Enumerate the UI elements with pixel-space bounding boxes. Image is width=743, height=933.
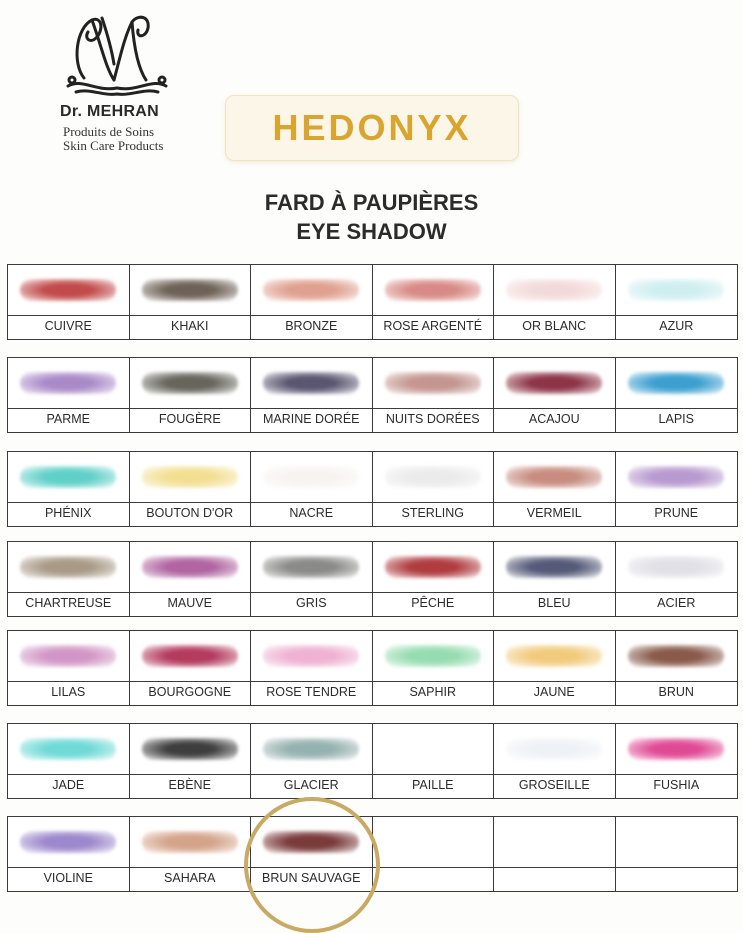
color-swatch [373, 817, 494, 868]
swatch-cell [8, 724, 130, 798]
shadow-stroke [20, 556, 116, 578]
shade-name: ACIER [657, 596, 696, 610]
shade-name: PARME [46, 412, 91, 426]
swatch-cell [494, 542, 616, 616]
shade-name: CHARTREUSE [25, 596, 112, 610]
swatch-row [7, 451, 738, 527]
shadow-stroke [628, 466, 724, 488]
swatch-cell [8, 358, 130, 432]
shadow-stroke [628, 645, 724, 667]
shadow-stroke [142, 738, 238, 760]
swatch-cell [616, 817, 738, 891]
color-swatch [373, 452, 494, 503]
swatch-cell [251, 265, 373, 339]
shade-name: EBÈNE [168, 778, 211, 792]
swatch-cell [130, 452, 252, 526]
swatch-cell [494, 631, 616, 705]
color-swatch [130, 817, 251, 868]
color-swatch [130, 542, 251, 593]
color-swatch [130, 631, 251, 682]
color-swatch [494, 631, 615, 682]
shade-name: ROSE ARGENTÉ [383, 319, 483, 333]
shadow-stroke [628, 372, 724, 394]
swatch-cell [8, 542, 130, 616]
color-swatch [373, 724, 494, 775]
shade-name: BLEU [537, 596, 571, 610]
swatch-cell [494, 265, 616, 339]
shade-name: PÊCHE [411, 596, 455, 610]
color-swatch [616, 542, 738, 593]
shadow-stroke [506, 279, 602, 301]
logo-tagline-fr: Produits de Soins [63, 124, 155, 139]
swatch-cell [494, 724, 616, 798]
shadow-stroke [142, 831, 238, 853]
shade-name: KHAKI [170, 319, 209, 333]
shadow-stroke [628, 738, 724, 760]
shadow-stroke [142, 556, 238, 578]
color-swatch [494, 724, 615, 775]
swatch-cell [373, 358, 495, 432]
shade-name [494, 867, 615, 889]
color-swatch [8, 631, 129, 682]
shadow-stroke [142, 279, 238, 301]
shade-name: MAUVE [167, 596, 212, 610]
shadow-stroke [506, 556, 602, 578]
shadow-stroke [263, 556, 359, 578]
shade-name [616, 867, 738, 889]
color-swatch [373, 358, 494, 409]
color-swatch [251, 265, 372, 316]
shade-name: FUSHIA [653, 778, 700, 792]
swatch-cell [251, 542, 373, 616]
shadow-stroke [20, 831, 116, 853]
color-swatch [130, 358, 251, 409]
swatch-cell [130, 358, 252, 432]
swatch-cell [130, 265, 252, 339]
shadow-stroke [20, 645, 116, 667]
color-swatch [8, 452, 129, 503]
swatch-cell [8, 817, 130, 891]
shade-name: CUIVRE [44, 319, 92, 333]
monogram-logo-icon [62, 8, 172, 96]
shade-name: BOURGOGNE [148, 685, 232, 699]
color-swatch [8, 542, 129, 593]
shade-name: SAHARA [164, 871, 216, 885]
shadow-stroke [385, 556, 481, 578]
shadow-stroke [385, 466, 481, 488]
color-swatch [8, 817, 129, 868]
swatch-cell [251, 452, 373, 526]
shade-name: NUITS DORÉES [385, 412, 480, 426]
color-swatch [616, 452, 738, 503]
shadow-stroke [628, 279, 724, 301]
swatch-cell [373, 265, 495, 339]
color-swatch [130, 452, 251, 503]
shadow-stroke [263, 738, 359, 760]
color-swatch [251, 631, 372, 682]
color-swatch [616, 358, 738, 409]
color-swatch [494, 452, 615, 503]
swatch-cell [130, 542, 252, 616]
shade-name: JADE [52, 778, 85, 792]
shade-name: BOUTON D'OR [146, 506, 234, 520]
shadow-stroke [20, 466, 116, 488]
shadow-stroke [385, 372, 481, 394]
shadow-stroke [506, 466, 602, 488]
title-french: FARD À PAUPIÈRES [264, 190, 479, 215]
shadow-stroke [506, 645, 602, 667]
shadow-stroke [263, 372, 359, 394]
shade-name: GRIS [295, 596, 327, 610]
swatch-row [7, 264, 738, 340]
title-english: EYE SHADOW [296, 219, 447, 244]
shadow-stroke [142, 645, 238, 667]
swatch-cell [130, 817, 252, 891]
shadow-stroke [263, 279, 359, 301]
swatch-cell [373, 724, 495, 798]
logo-tagline-en: Skin Care Products [63, 138, 164, 153]
color-swatch [130, 724, 251, 775]
shadow-stroke [385, 645, 481, 667]
swatch-cell [616, 265, 738, 339]
color-swatch [8, 358, 129, 409]
color-swatch [251, 724, 372, 775]
color-swatch [616, 265, 738, 316]
shade-name: GROSEILLE [518, 778, 590, 792]
color-swatch [8, 265, 129, 316]
swatch-cell [251, 358, 373, 432]
swatch-cell [8, 452, 130, 526]
shade-name: AZUR [659, 319, 694, 333]
brand-name: HEDONYX [272, 107, 472, 148]
shade-name: ROSE TENDRE [266, 685, 357, 699]
swatch-row [7, 723, 738, 799]
swatch-row [7, 357, 738, 433]
shadow-stroke [263, 645, 359, 667]
swatch-cell [616, 452, 738, 526]
color-swatch [494, 542, 615, 593]
color-swatch [494, 817, 615, 868]
shadow-stroke [628, 556, 724, 578]
shade-name: PRUNE [654, 506, 699, 520]
shade-name: NACRE [289, 506, 334, 520]
shadow-stroke [385, 279, 481, 301]
shade-name: BRUN SAUVAGE [262, 871, 361, 885]
swatch-cell [8, 631, 130, 705]
shade-name: STERLING [401, 506, 464, 520]
shade-name: LAPIS [658, 412, 694, 426]
color-swatch [251, 358, 372, 409]
shade-name: GLACIER [283, 778, 339, 792]
shade-name: ACAJOU [528, 412, 580, 426]
logo-brand-name: Dr. MEHRAN [60, 103, 160, 120]
shadow-stroke [385, 738, 481, 760]
swatch-cell [373, 452, 495, 526]
swatch-cell [616, 631, 738, 705]
swatch-cell [373, 542, 495, 616]
color-swatch [8, 724, 129, 775]
color-swatch [130, 265, 251, 316]
shadow-stroke [20, 372, 116, 394]
shadow-stroke [142, 466, 238, 488]
swatch-cell [373, 631, 495, 705]
swatch-cell [616, 542, 738, 616]
shade-name: SAPHIR [409, 685, 457, 699]
color-swatch [616, 724, 738, 775]
swatch-cell [616, 724, 738, 798]
shade-name: BRONZE [285, 319, 338, 333]
swatch-cell [373, 817, 495, 891]
shade-name: VIOLINE [43, 871, 93, 885]
shade-name: BRUN [658, 685, 694, 699]
shade-name: PHÉNIX [44, 506, 92, 520]
shadow-stroke [20, 738, 116, 760]
color-swatch [494, 358, 615, 409]
swatch-cell [130, 724, 252, 798]
color-swatch [251, 452, 372, 503]
color-swatch [494, 265, 615, 316]
shade-name: LILAS [51, 685, 86, 699]
hedonyx-brand-banner [226, 96, 518, 160]
color-swatch [616, 817, 738, 868]
swatch-cell [251, 724, 373, 798]
shade-name: JAUNE [533, 685, 575, 699]
color-swatch [373, 631, 494, 682]
shadow-stroke [142, 372, 238, 394]
swatch-cell [8, 265, 130, 339]
highlight-circle [244, 797, 380, 933]
swatch-cell [616, 358, 738, 432]
shade-name: VERMEIL [526, 506, 582, 520]
swatch-cell [494, 452, 616, 526]
shade-name: MARINE DORÉE [262, 412, 360, 426]
swatch-row [7, 630, 738, 706]
shadow-stroke [263, 466, 359, 488]
swatch-cell [494, 817, 616, 891]
color-swatch [251, 542, 372, 593]
dr-mehran-logo [56, 8, 186, 153]
color-swatch [373, 542, 494, 593]
color-swatch [373, 265, 494, 316]
shadow-stroke [506, 372, 602, 394]
shade-name: FOUGÈRE [158, 412, 221, 426]
color-swatch [616, 631, 738, 682]
shadow-stroke [506, 738, 602, 760]
shadow-stroke [20, 279, 116, 301]
swatch-cell [130, 631, 252, 705]
shade-name: OR BLANC [522, 319, 587, 333]
swatch-cell [494, 358, 616, 432]
shade-name: PAILLE [412, 778, 454, 792]
shade-name [373, 867, 494, 889]
swatch-row [7, 541, 738, 617]
swatch-cell [251, 631, 373, 705]
